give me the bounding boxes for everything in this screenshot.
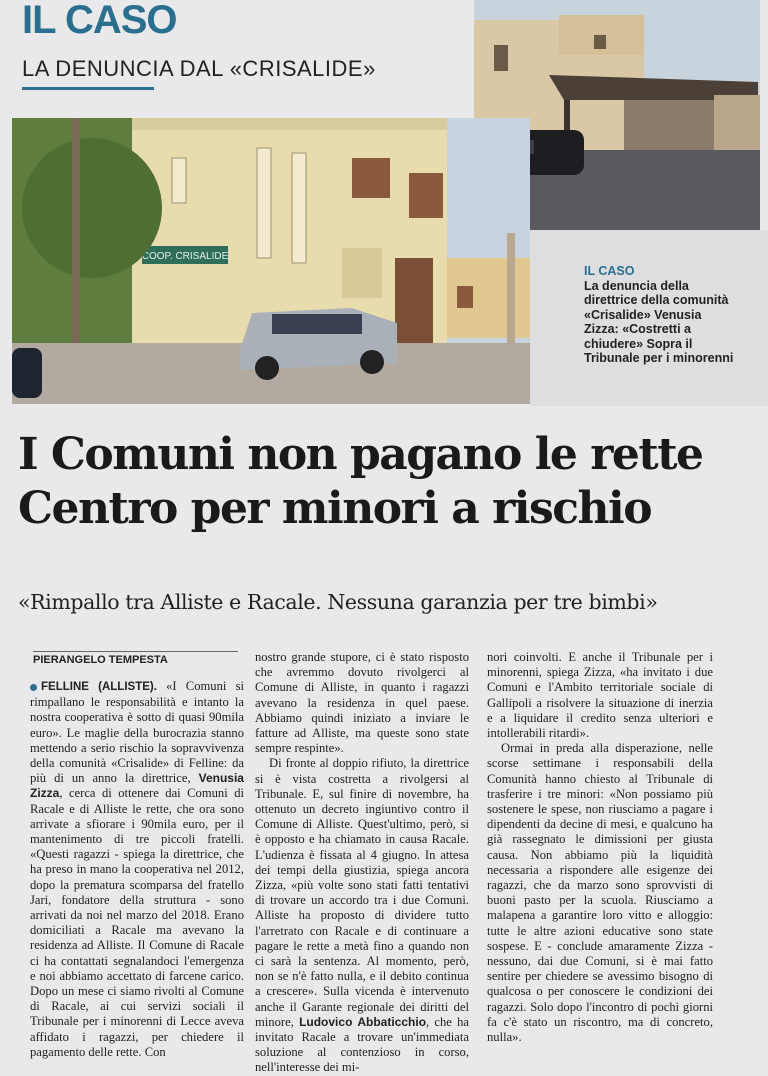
paragraph-text: «I Comuni si rimpallano le responsabilità e intanto la nostra cooperativa è sotto di quasi 90mila euro». Le maglie della burocrazia stanno mettendo a serio rischio la sopravvivenza della comunità «Crisalide» di Felline: da più di un anno la direttrice, — [30, 679, 244, 786]
paragraph-text: , che ha invitato Racale a trovare un'immediata soluzione al contenzioso in corso, nell'interesse dei mi- — [255, 1014, 469, 1075]
photo-caption — [584, 264, 734, 366]
headline-line-1: I Comuni non pagano le rette — [18, 429, 703, 480]
photo-building — [12, 118, 530, 404]
building-sign: COOP. CRISALIDE — [141, 251, 229, 262]
section-kicker: IL CASO — [22, 0, 177, 42]
headline — [18, 428, 758, 536]
section-subkicker: LA DENUNCIA DAL «CRISALIDE» — [22, 56, 376, 81]
paragraph-text: Di fronte al doppio rifiuto, la direttrice si è vista costretta a rivolgersi al Tribunale. E, sul finire di novembre, ha ottenuto un decreto ingiuntivo contro il Comune di Alliste. Quest'ultimo, però, si è opposto e ha chiamato in causa Racale. L'udienza è fissata al 4 giugno. In attesa dei tempi della giustizia, spiega ancora Zizza, «più volte sono stati fatti tentativi di trovare un accordo tra i due Comuni. Alliste ha proposto di dividere tutto l'arretrato con Racale e di continuare a pagare le rette a metà fino a quando non ci sarà la sentenza. Al momento, però, non se n'è fatto nulla, e il debito continua a crescere». Sulla vicenda è intervenuto anche il Garante regionale dei diritti del minore, — [255, 756, 469, 1029]
paragraph: nostro grande stupore, ci è stato risposto che avremmo dovuto rivolgerci al Comune di Alliste, in quanto i ragazzi avevano la residenza in quel paese. Abbiamo quindi iniziato a inviare le fatture ad Alliste, ma queste sono state sempre respinte». — [255, 650, 469, 756]
deck-subheadline: «Rimpallo tra Alliste e Racale. Nessuna garanzia per tre bimbi» — [18, 590, 658, 614]
person-name: Ludovico Abbaticchio — [299, 1014, 427, 1029]
paragraph — [30, 679, 244, 1060]
paragraph: nori coinvolti. E anche il Tribunale per i minorenni, spiega Zizza, «ha invitato i due Comuni e l'Ambito territoriale sociale di Gallipoli a risolvere la situazione di inerzia e a liquidare il credito senza ulteriori e intollerabili ritardi». — [487, 650, 713, 741]
headline-line-2: Centro per minori a rischio — [18, 483, 652, 534]
subkicker-rule — [22, 87, 154, 90]
paragraph: Ormai in preda alla disperazione, nelle scorse settimane i responsabili della Comunità hanno chiesto al Tribunale di trasferire i tre minori: «Non possiamo più sostenere le spese, non riusciamo a pagare i dipendenti da decine di mesi, e qualcuno ha già rassegnato le dimissioni per giusta causa. Non abbiamo più la liquidità necessaria a rispondere alle esigenze dei ragazzi, che da marzo sono sprovvisti di buoni pasto per la scuola. Riusciamo a malapena a garantire loro vitto e alloggio: tutte le altre azioni educative sono state sospese. E - conclude amaramente Zizza - nessuno, dai due Comuni, si è mai fatto sentire per chiedere se avessimo bisogno di qualcosa o per conoscere le condizioni dei ragazzi. Solo dopo l'incontro di pochi giorni fa c'è stato un riscontro, ma di concreto, nulla». — [487, 741, 713, 1045]
article-column-3 — [487, 650, 713, 1045]
paragraph-text: , cerca di ottenere dai Comuni di Racale e di Alliste le rette, che ora sono arrivate a sfiorare i 90mila euro, per il mantenimento di tre piccoli fratelli. «Questi ragazzi - spiega la direttrice, che ha preso in mano la cooperativa nel 2012, dopo la prematura scomparsa del fratello Jari, fondatore della struttura - sono arrivati da noi nel marzo del 2018. Erano domiciliati a Racale ma avevano la residenza ad Alliste. Il Comune di Racale ci ha contattati segnalandoci l'emergenza e noi abbiamo accettato di farcene carico. Dopo un mese ci siamo rivolti al Comune di Racale, ai cui servizi sociali il Tribunale per i minorenni di Lecce aveva affidato i ragazzi, per chiedere il pagamento delle rette. Con — [30, 786, 244, 1059]
article-column-2 — [255, 650, 469, 1076]
caption-text: La denuncia della direttrice della comunità «Crisalide» Venusia Zizza: «Costretti a chiudere» Sopra il Tribunale per i minorenni — [584, 278, 734, 365]
photo-building-illustration — [12, 118, 530, 404]
article-column-1 — [30, 679, 244, 1060]
bullet-dot-icon — [30, 684, 37, 691]
person-name: Venusia Zizza — [30, 771, 244, 801]
byline: PIERANGELO TEMPESTA — [33, 651, 238, 666]
caption-label: IL CASO — [584, 264, 635, 278]
paragraph — [255, 756, 469, 1075]
dateline: FELLINE (ALLISTE). — [41, 681, 157, 693]
